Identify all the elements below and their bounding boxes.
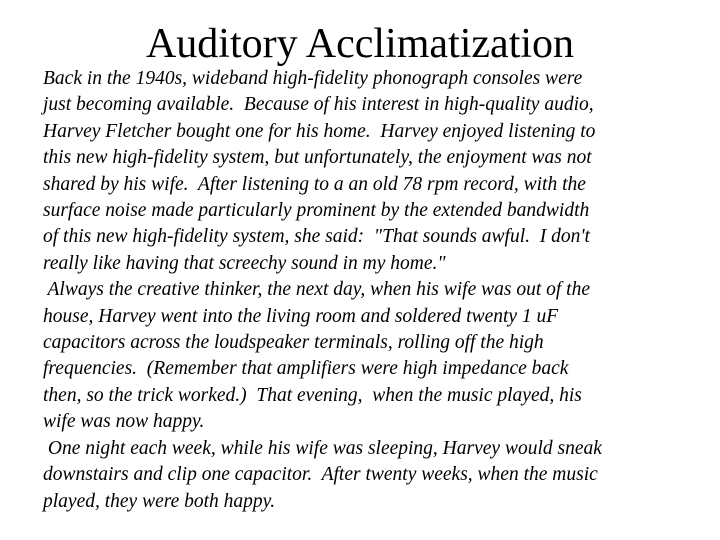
body-line: Back in the 1940s, wideband high-fidelity phonograph consoles were [43, 68, 583, 89]
body-line: capacitors across the loudspeaker terminals, rolling off the high [43, 332, 544, 354]
body-line: downstairs and clip one capacitor. After twenty weeks, when the music [43, 464, 598, 486]
slide-body [43, 66, 720, 515]
body-line: frequencies. (Remember that amplifiers were high impedance back [43, 358, 569, 380]
body-line: just becoming available. Because of his interest in high-quality audio, [43, 94, 594, 116]
body-line: this new high-fidelity system, but unfortunately, the enjoyment was not [43, 147, 592, 169]
body-line: Harvey Fletcher bought one for his home. Harvey enjoyed listening to [43, 120, 596, 142]
slide-title: Auditory Acclimatization [145, 21, 575, 67]
body-line: wife was now happy. [43, 411, 205, 433]
body-line: surface noise made particularly prominent by the extended bandwidth [43, 200, 590, 222]
body-line: played, they were both happy. [43, 490, 276, 512]
body-line: shared by his wife. After listening to a an old 78 rpm record, with the [43, 173, 586, 195]
body-line: Always the creative thinker, the next day, when his wife was out of the [43, 279, 590, 301]
body-line: One night each week, while his wife was sleeping, Harvey would sneak [43, 437, 602, 459]
body-line: of this new high-fidelity system, she said: "That sounds awful. I don't [43, 226, 590, 248]
body-line: really like having that screechy sound in my home." [43, 252, 446, 274]
body-line: then, so the trick worked.) That evening, when the music played, his [43, 384, 582, 406]
body-line: house, Harvey went into the living room and soldered twenty 1 uF [43, 305, 559, 327]
